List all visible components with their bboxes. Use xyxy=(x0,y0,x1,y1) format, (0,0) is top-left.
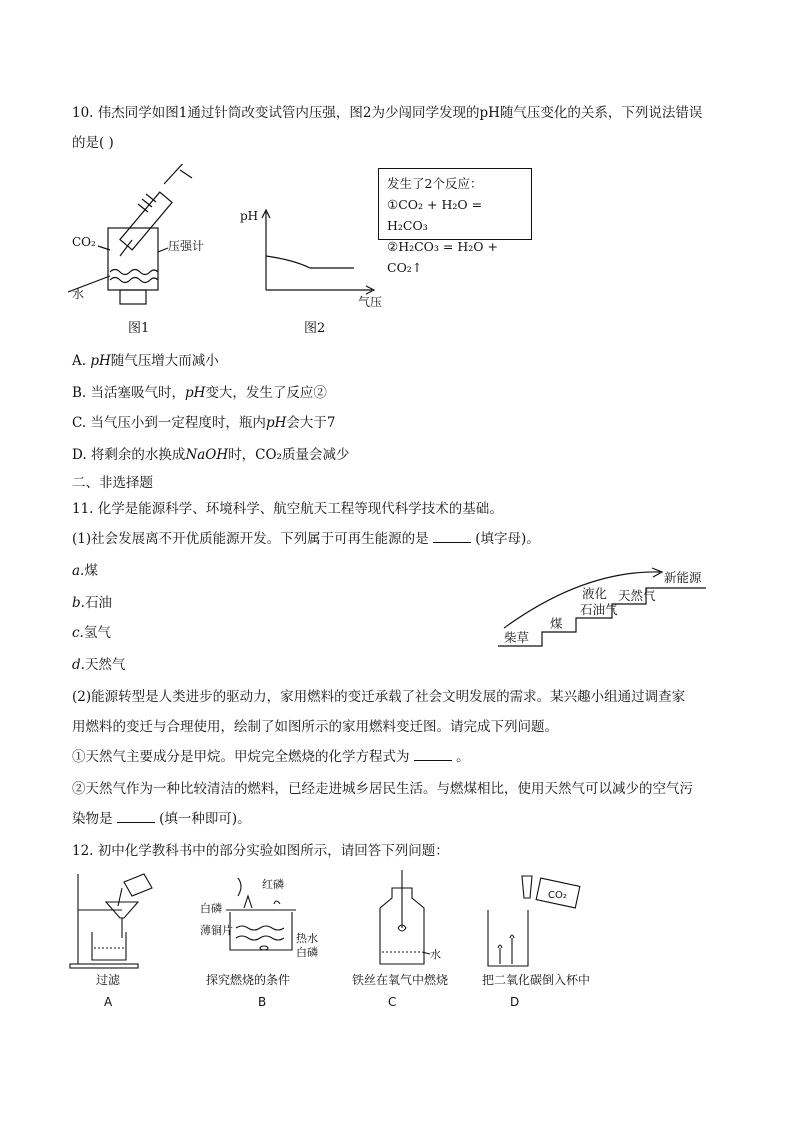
label-copper-sheet: 薄铜片 xyxy=(200,924,233,937)
q10-stem-line2: 的是( ) xyxy=(72,135,114,151)
q11-option-c[interactable]: c.氢气 xyxy=(72,625,111,641)
q11-part1: (1)社会发展离不开优质能源开发。下列属于可再生能源的是 (填字母)。 xyxy=(72,531,540,547)
answer-blank[interactable] xyxy=(414,748,452,761)
reaction-box-title: 发生了2个反应： xyxy=(387,176,483,191)
q12-stem: 12. 初中化学教科书中的部分实验如图所示，请回答下列问题： xyxy=(72,843,449,859)
fig2-xaxis-label: 气压 xyxy=(358,295,383,309)
q11-sub2-line1: ②天然气作为一种比较清洁的燃料，已经走进城乡居民生活。与燃煤相比，使用天然气可以减少的空气污 xyxy=(72,781,693,797)
fig2-caption: 图2 xyxy=(304,321,326,336)
q11-part2-line1: (2)能源转型是人类进步的驱动力，家用燃料的变迁承载了社会文明发展的需求。某兴趣小组通过调查家 xyxy=(72,689,686,705)
stair-label-1: 柴草 xyxy=(504,630,530,645)
q11-sub2-line2: 染物是 (填一种即可)。 xyxy=(72,811,251,827)
reaction-1: ①CO₂ + H₂O = H₂CO₃ xyxy=(387,197,483,233)
fig1-caption: 图1 xyxy=(128,321,150,336)
answer-blank[interactable] xyxy=(433,530,471,543)
q10-figure xyxy=(68,164,398,340)
label-co2-bottle: CO₂ xyxy=(548,890,567,901)
stair-label-3a: 液化 xyxy=(582,586,608,601)
stair-label-5: 新能源 xyxy=(664,570,702,585)
fig1-gauge-label: 压强计 xyxy=(168,239,205,253)
q10-stem-line1: 10. 伟杰同学如图1通过针筒改变试管内压强，图2为少闯同学发现的pH随气压变化的关系，下列说法错误 xyxy=(72,105,703,121)
fig-b-letter: B xyxy=(258,995,267,1009)
fig-b-caption: 探究燃烧的条件 xyxy=(206,973,291,987)
q11-sub1: ①天然气主要成分是甲烷。甲烷完全燃烧的化学方程式为 。 xyxy=(72,749,470,765)
reaction-box xyxy=(378,168,532,275)
q12-figures xyxy=(66,868,626,1012)
q10-option-a[interactable]: A. pH随气压增大而减小 xyxy=(72,353,219,369)
fuel-stairs-figure xyxy=(494,560,714,652)
q11-option-d[interactable]: d.天然气 xyxy=(72,657,126,673)
fig1-co2-label: CO₂ xyxy=(72,235,96,249)
stair-label-4: 天然气 xyxy=(618,588,656,603)
q11-stem: 11. 化学是能源科学、环境科学、航空航天工程等现代科学技术的基础。 xyxy=(72,501,503,517)
label-red-phosphorus: 红磷 xyxy=(262,878,284,891)
stair-label-3b: 石油气 xyxy=(580,602,618,617)
fig-d-letter: D xyxy=(510,995,520,1009)
fig-a-caption: 过滤 xyxy=(96,973,121,987)
oxygen-bottle-icon xyxy=(380,870,430,964)
q11-part2-line2: 用燃料的变迁与合理使用，绘制了如图所示的家用燃料变迁图。请完成下列问题。 xyxy=(72,719,558,735)
q10-option-b[interactable]: B. 当活塞吸气时，pH变大，发生了反应② xyxy=(72,385,327,401)
reaction-2: ②H₂CO₃ = H₂O + CO₂↑ xyxy=(387,239,498,275)
label-white-phosphorus-bottom: 白磷 xyxy=(296,946,318,959)
fig-d-caption: 把二氧化碳倒入杯中 xyxy=(482,973,591,987)
q11-option-a[interactable]: a.煤 xyxy=(72,563,98,579)
fig-a-letter: A xyxy=(104,995,113,1009)
q10-option-d[interactable]: D. 将剩余的水换成NaOH时，CO₂质量会减少 xyxy=(72,447,350,463)
q11-option-b[interactable]: b.石油 xyxy=(72,595,112,611)
fig1-water-label: 水 xyxy=(72,287,85,301)
filtration-apparatus-icon xyxy=(70,874,152,968)
fig-c-caption: 铁丝在氧气中燃烧 xyxy=(352,973,449,987)
section-heading: 二、非选择题 xyxy=(72,475,153,491)
label-water-c: 水 xyxy=(430,948,441,961)
fig-c-letter: C xyxy=(388,995,397,1009)
fig2-yaxis-label: pH xyxy=(240,209,259,223)
label-white-phosphorus-top: 白磷 xyxy=(200,902,222,915)
ph-graph xyxy=(262,210,374,294)
combustion-apparatus-icon xyxy=(226,878,296,950)
answer-blank[interactable] xyxy=(117,810,155,823)
label-hot-water: 热水 xyxy=(296,932,318,945)
q10-option-c[interactable]: C. 当气压小到一定程度时，瓶内pH会大于7 xyxy=(72,415,336,431)
stair-label-2: 煤 xyxy=(550,616,563,631)
